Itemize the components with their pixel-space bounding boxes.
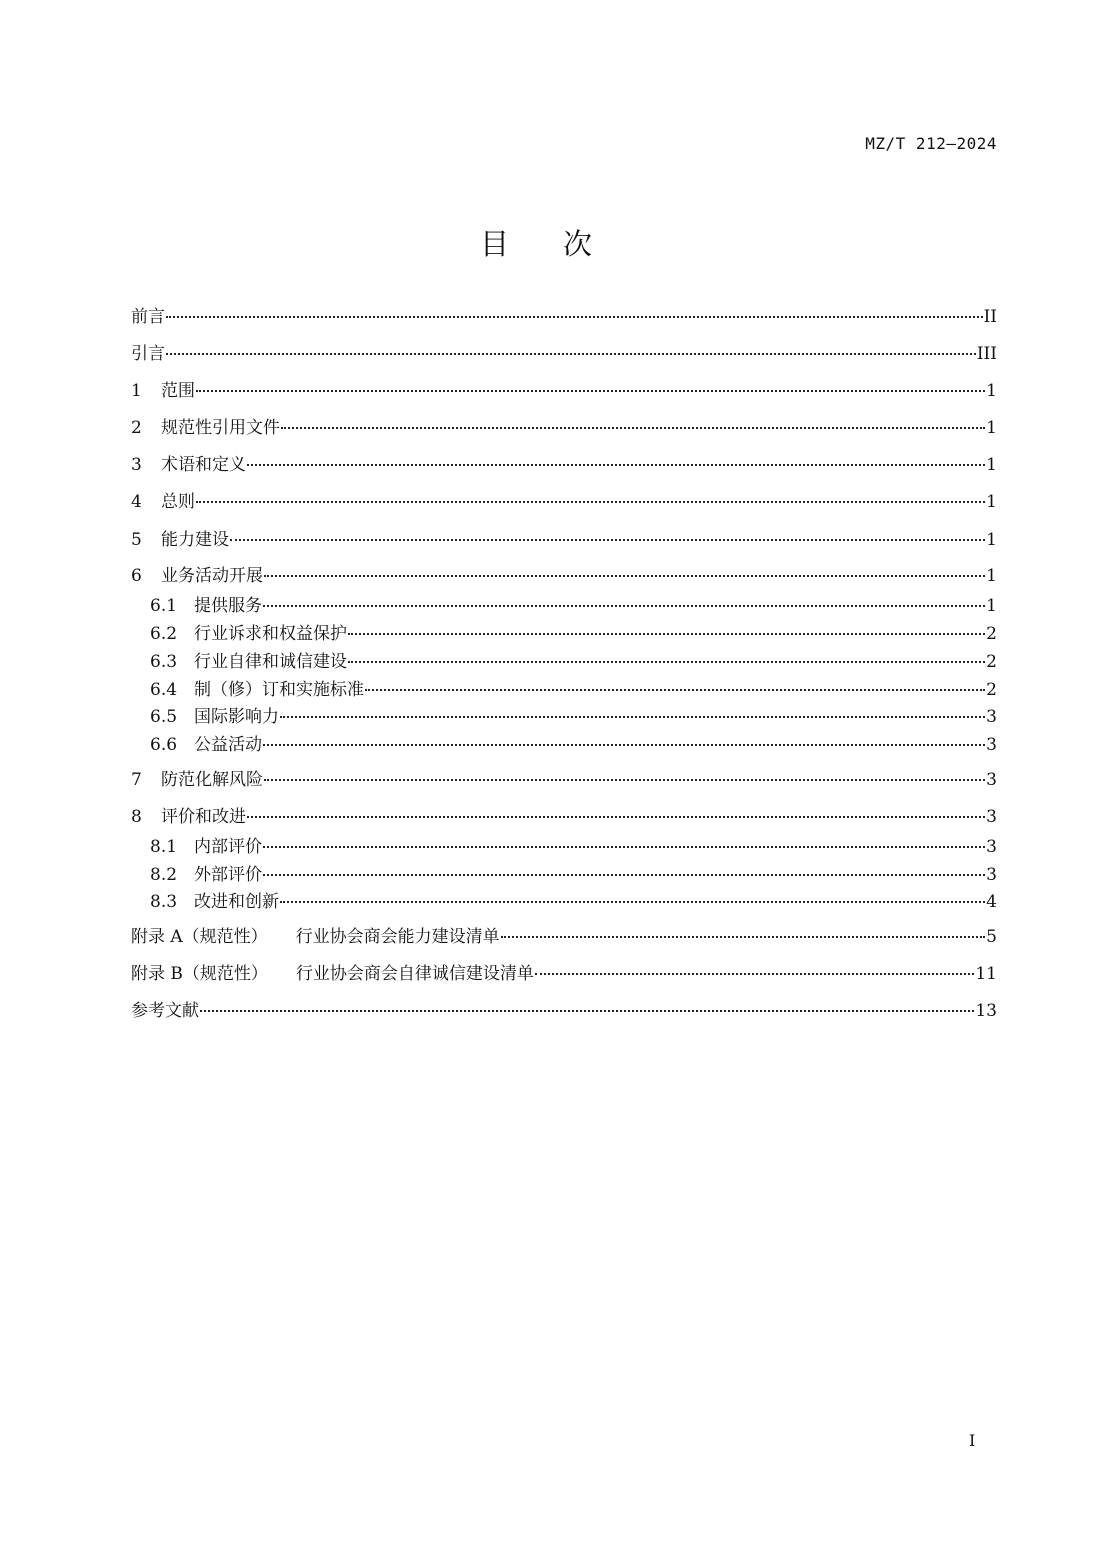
toc-entry-section-7[interactable] xyxy=(131,769,997,791)
toc-page: 1 xyxy=(986,566,997,586)
toc-entry-section-2[interactable] xyxy=(131,417,997,439)
toc-number: 2 xyxy=(131,418,142,438)
toc-leader xyxy=(200,1010,974,1012)
toc-number: 6.1 xyxy=(150,596,178,616)
toc-page: 13 xyxy=(975,1001,997,1021)
toc-leader xyxy=(365,689,985,691)
toc-page: III xyxy=(976,344,997,364)
toc-number: 8 xyxy=(131,807,142,827)
toc-leader xyxy=(263,874,985,876)
toc-page: 5 xyxy=(986,927,997,947)
toc-entry-section-6-2[interactable] xyxy=(150,623,997,645)
toc-page: 1 xyxy=(986,492,997,512)
toc-page: II xyxy=(983,307,997,327)
page-number: I xyxy=(969,1431,976,1450)
toc-leader xyxy=(501,936,985,938)
toc-page: 11 xyxy=(975,964,997,984)
toc-entry-introduction[interactable] xyxy=(131,343,997,365)
toc-label: 规范性引用文件 xyxy=(161,418,280,438)
toc-leader xyxy=(280,716,985,718)
toc-entry-section-1[interactable] xyxy=(131,380,997,402)
toc-label: 提供服务 xyxy=(194,596,262,616)
toc-title: 目次 xyxy=(479,227,646,261)
toc-number: 8.2 xyxy=(150,865,178,885)
toc-label: 行业协会商会自律诚信建设清单 xyxy=(295,964,534,984)
toc-leader xyxy=(166,316,983,318)
toc-entry-section-8-3[interactable] xyxy=(150,891,997,913)
toc-entry-section-4[interactable] xyxy=(131,491,997,513)
toc-number: 8.3 xyxy=(150,892,178,912)
toc-label: 总则 xyxy=(161,492,195,512)
toc-number: 5 xyxy=(131,530,142,550)
toc-leader xyxy=(247,816,985,818)
toc-appendix-prefix: 附录 A（规范性） xyxy=(131,927,268,947)
toc-entry-section-8-1[interactable] xyxy=(150,836,997,858)
toc-entry-section-6-6[interactable] xyxy=(150,734,997,756)
toc-leader xyxy=(280,901,985,903)
toc-page: 3 xyxy=(986,865,997,885)
toc-label: 行业自律和诚信建设 xyxy=(194,652,347,672)
toc-entry-foreword[interactable] xyxy=(131,306,997,328)
toc-entry-section-6-1[interactable] xyxy=(150,595,997,617)
toc-number: 7 xyxy=(131,770,142,790)
toc-label: 范围 xyxy=(161,381,195,401)
toc-page: 2 xyxy=(986,652,997,672)
toc-label: 内部评价 xyxy=(194,837,262,857)
toc-number: 6.6 xyxy=(150,735,178,755)
toc-number: 8.1 xyxy=(150,837,178,857)
toc-label: 制（修）订和实施标准 xyxy=(194,680,364,700)
toc-leader xyxy=(348,633,985,635)
toc-number: 6.4 xyxy=(150,680,178,700)
toc-label: 引言 xyxy=(131,344,165,364)
toc-page: 3 xyxy=(986,707,997,727)
toc-page: 2 xyxy=(986,624,997,644)
toc-leader xyxy=(263,744,985,746)
toc-entry-section-6[interactable] xyxy=(131,565,997,587)
toc-leader xyxy=(247,464,985,466)
toc-number: 1 xyxy=(131,381,142,401)
toc-entry-references[interactable] xyxy=(131,1000,997,1022)
toc-label: 能力建设 xyxy=(161,530,229,550)
toc-entry-appendix-b[interactable] xyxy=(131,963,997,985)
toc-leader xyxy=(230,539,985,541)
toc-label: 国际影响力 xyxy=(194,707,279,727)
toc-page: 3 xyxy=(986,770,997,790)
toc-leader xyxy=(166,353,976,355)
toc-label: 行业协会商会能力建设清单 xyxy=(295,927,500,947)
toc-page: 3 xyxy=(986,735,997,755)
toc-number: 6 xyxy=(131,566,142,586)
toc-entry-section-6-4[interactable] xyxy=(150,679,997,701)
toc-entry-section-6-5[interactable] xyxy=(150,706,997,728)
toc-label: 外部评价 xyxy=(194,865,262,885)
toc-entry-section-8-2[interactable] xyxy=(150,864,997,886)
toc-page: 1 xyxy=(986,381,997,401)
toc-leader xyxy=(348,661,985,663)
toc-page: 1 xyxy=(986,455,997,475)
toc-entry-appendix-a[interactable] xyxy=(131,926,997,948)
toc-entry-section-8[interactable] xyxy=(131,806,997,828)
toc-label: 参考文献 xyxy=(131,1001,199,1021)
toc-page: 1 xyxy=(986,530,997,550)
toc-leader xyxy=(264,575,985,577)
toc-label: 行业诉求和权益保护 xyxy=(194,624,347,644)
toc-page: 3 xyxy=(986,837,997,857)
toc-label: 术语和定义 xyxy=(161,455,246,475)
toc-label: 公益活动 xyxy=(194,735,262,755)
toc-label: 前言 xyxy=(131,307,165,327)
toc-label: 业务活动开展 xyxy=(161,566,263,586)
toc-page: 1 xyxy=(986,418,997,438)
toc-leader xyxy=(263,846,985,848)
toc-entry-section-3[interactable] xyxy=(131,454,997,476)
toc-page: 1 xyxy=(986,596,997,616)
toc-leader xyxy=(535,973,974,975)
toc-number: 3 xyxy=(131,455,142,475)
toc-number: 6.3 xyxy=(150,652,178,672)
toc-number: 6.2 xyxy=(150,624,178,644)
toc-label: 评价和改进 xyxy=(161,807,246,827)
toc-appendix-prefix: 附录 B（规范性） xyxy=(131,964,268,984)
toc-entry-section-6-3[interactable] xyxy=(150,651,997,673)
toc-leader xyxy=(281,427,985,429)
toc-leader xyxy=(263,605,985,607)
toc-number: 4 xyxy=(131,492,142,512)
toc-label: 改进和创新 xyxy=(194,892,279,912)
toc-label: 防范化解风险 xyxy=(161,770,263,790)
toc-leader xyxy=(196,390,985,392)
document-code: MZ/T 212—2024 xyxy=(865,134,997,153)
toc-number: 6.5 xyxy=(150,707,178,727)
toc-leader xyxy=(264,779,985,781)
toc-page: 4 xyxy=(986,892,997,912)
toc-page: 3 xyxy=(986,807,997,827)
toc-leader xyxy=(196,501,985,503)
toc-entry-section-5[interactable] xyxy=(131,529,997,551)
toc-page: 2 xyxy=(986,680,997,700)
